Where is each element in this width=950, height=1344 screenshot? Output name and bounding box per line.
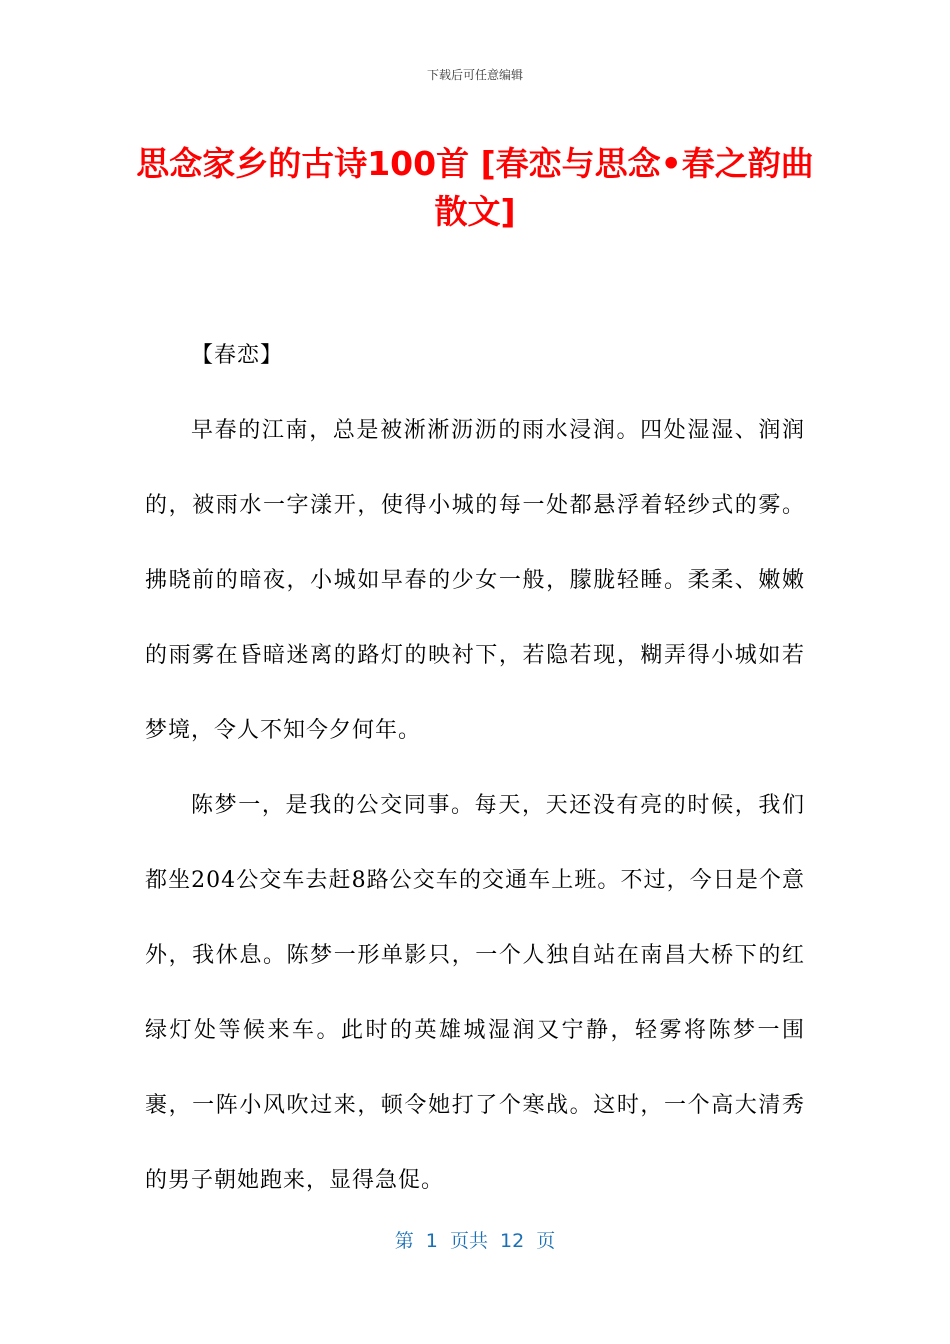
section-heading: 【春恋】 bbox=[191, 343, 284, 368]
document-body bbox=[145, 318, 805, 1218]
page-number-footer: 第 1 页共 12 页 bbox=[394, 1230, 556, 1252]
paragraph: 陈梦一，是我的公交同事。每天，天还没有亮的时候，我们都坐204公交车去赶8路公交车的交通车上班。不过，今日是个意外，我休息。陈梦一形单影只，一个人独自站在南昌大桥下的红绿灯处等候来车。此时的英雄城湿润又宁静，轻雾将陈梦一围裹，一阵小风吹过来，顿令她打了个寒战。这时，一个高大清秀的男子朝她跑来，显得急促。 bbox=[145, 793, 805, 1193]
document-title: 思念家乡的古诗100首 [春恋与思念•春之韵曲散文] bbox=[136, 144, 814, 231]
paragraph: 早春的江南，总是被淅淅沥沥的雨水浸润。四处湿湿、润润的，被雨水一字漾开，使得小城的每一处都悬浮着轻纱式的雾。拂晓前的暗夜，小城如早春的少女一般，朦胧轻睡。柔柔、嫩嫩的雨雾在昏暗迷离的路灯的映衬下，若隐若现，糊弄得小城如若梦境，令人不知今夕何年。 bbox=[145, 418, 805, 743]
header-note: 下载后可任意编辑 bbox=[426, 68, 523, 82]
